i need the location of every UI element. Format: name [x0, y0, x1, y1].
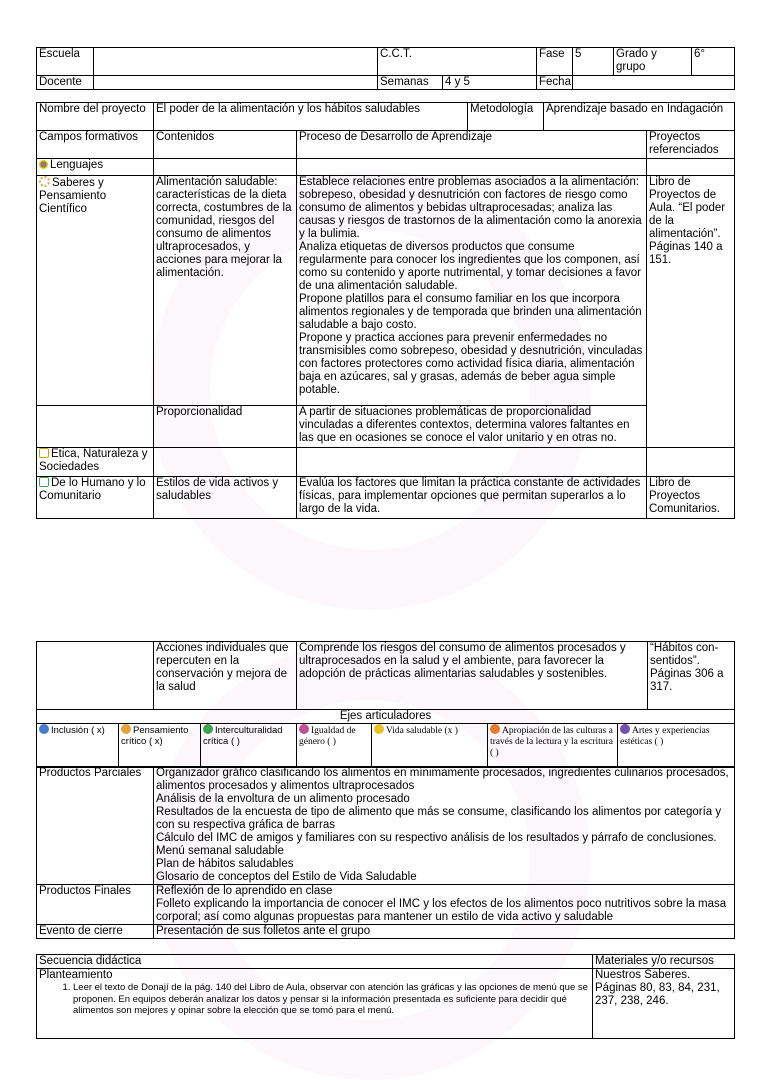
semanas-value: 4 y 5 — [443, 76, 537, 90]
parciales-label: Productos Parciales — [37, 767, 154, 885]
semanas-label: Semanas — [378, 76, 443, 90]
continuation-table — [36, 641, 735, 710]
escuela-field[interactable] — [94, 48, 378, 76]
cont-campo — [37, 642, 154, 710]
eje-pensamiento: Pensamiento crítico ( x) — [119, 724, 201, 768]
inclusion-icon — [39, 724, 49, 734]
cct-label: C.C.T. — [378, 48, 537, 76]
lenguajes-proceso — [297, 159, 647, 176]
cont-proyecto: “Hábitos con-sentidos”. Páginas 306 a 317. — [648, 642, 735, 710]
saberes-proceso-1: Establece relaciones entre problemas asociados a la alimentación: sobrepeso, obesidad y desnutrición con factores de riesgo como consumo de alimentos y bebidas ultraprocesadas; analiza las causas y riesgos de trastornos de la alimentación como la anorexia y la bulimia. Analiza etiquetas de diversos productos que consume regularmente para conocer los ingredientes que los componen, así como su contenido y aporte nutrimental, y tomar decisiones a favor de una alimentación saludable. Propone platillos para el consumo familiar en los que incorpora alimentos regionales y de temporada que brinden una alimentación saludable a bajo costo. Propone y practica acciones para prevenir enfermedades no transmisibles como sobrepeso, obesidad y desnutrición, vinculadas con factores protectores como actividad física diaria, alimentación baja en azúcares, sal y grasas, además de beber agua simple potable. — [297, 176, 647, 406]
saberes-icon — [39, 176, 50, 187]
ejes-table — [36, 709, 735, 768]
docente-field[interactable] — [94, 76, 378, 90]
cont-contenido: Acciones individuales que repercuten en la conservación y mejora de la salud — [154, 642, 297, 710]
materiales-value: Nuestros Saberes. Páginas 80, 83, 84, 231, 237, 238, 246. — [593, 969, 735, 1039]
planteamiento-item-1: 1. Leer el texto de Donají de la pág. 140 del Libro de Aula, observar con atención las gráficas y las opciones de menú que se proponen. En equipos deberán analizar los datos y pensar si la información presentada es suficiente para decidir qué alimentos son mejores y opinar sobre la elección que se tomó para el menú. — [73, 982, 590, 1017]
eje-artes: Artes y experiencias estéticas ( ) — [618, 724, 735, 768]
cont-proceso: Comprende los riesgos del consumo de alimentos procesados y ultraprocesados en la salud y el ambiente, para favorecer la adopción de prácticas alimentarias saludables y sostenibles. — [297, 642, 648, 710]
grado-label: Grado y grupo — [614, 48, 692, 76]
col-contenidos: Contenidos — [154, 131, 297, 159]
cierre-label: Evento de cierre — [37, 925, 154, 939]
etica-contenido — [154, 448, 297, 477]
finales-value: Reflexión de lo aprendido en clase Folleto explicando la importancia de conocer el IMC y los efectos de los alimentos poco nutritivos sobre la masa corporal; así como algunas propuestas para mantener un estilo de vida activo y saludable — [154, 885, 735, 925]
docente-label: Docente — [37, 76, 94, 90]
humano-proyecto: Libro de Proyectos Comunitarios. — [647, 477, 735, 519]
grado-value: 6° — [692, 48, 735, 76]
finales-label: Productos Finales — [37, 885, 154, 925]
planteamiento-list — [39, 982, 590, 1017]
etica-proyecto — [647, 448, 735, 477]
planteamiento-cell — [37, 969, 593, 1039]
etica-icon — [39, 448, 49, 458]
etica-proceso — [297, 448, 647, 477]
fase-label: Fase — [537, 48, 573, 76]
parciales-value: Organizador gráfico clasificando los alimentos en mínimamente procesados, ingredientes culinarios procesados, alimentos procesados y alimentos ultraprocesados Análisis de la envoltura de un alimento procesado Resultados de la encuesta de tipo de alimento que más se consume, clasificando los alimentos por categoría y con su respectiva gráfica de barras Cálculo del IMC de amigos y familiares con su respectivo análisis de los resultados y párrafo de conclusiones. Menú semanal saludable Plan de hábitos saludables Glosario de conceptos del Estilo de Vida Saludable — [154, 767, 735, 885]
productos-table — [36, 766, 735, 939]
campo-etica: Ética, Naturaleza y Sociedades — [37, 448, 154, 477]
eje-vida-saludable: Vida saludable (x ) — [372, 724, 488, 768]
secuencia-title: Secuencia didáctica — [37, 955, 593, 969]
ejes-title: Ejes articuladores — [37, 710, 735, 724]
col-proyectos: Proyectos referenciados — [647, 131, 735, 159]
eje-apropiacion: Apropiación de las culturas a través de la lectura y la escritura ( ) — [488, 724, 618, 768]
saberes-contenido-2: Proporcionalidad — [154, 406, 297, 448]
lenguajes-proyecto — [647, 159, 735, 176]
eje-interculturalidad: Interculturalidad crítica ( ) — [201, 724, 297, 768]
escuela-label: Escuela — [37, 48, 94, 76]
nombre-proyecto-value: El poder de la alimentación y los hábitos saludables — [154, 103, 468, 131]
lenguajes-icon — [39, 160, 48, 169]
apropiacion-culturas-icon — [490, 724, 500, 734]
saberes-proyecto-1: Libro de Proyectos de Aula. “El poder de la alimentación”. Páginas 140 a 151. — [647, 176, 735, 448]
igualdad-genero-icon — [299, 724, 309, 734]
humano-proceso: Evalúa los factores que limitan la práctica constante de actividades físicas, para implementar opciones que permitan superarlos a lo largo de la vida. — [297, 477, 647, 519]
fase-value: 5 — [573, 48, 614, 76]
metodologia-label: Metodología — [468, 103, 544, 131]
interculturalidad-icon — [203, 724, 213, 734]
eje-igualdad: Igualdad de género ( ) — [297, 724, 372, 768]
campo-humano: De lo Humano y lo Comunitario — [37, 477, 154, 519]
header-table — [36, 47, 735, 90]
col-campos: Campos formativos — [37, 131, 154, 159]
planteamiento-label: Planteamiento — [39, 969, 113, 981]
project-table — [36, 102, 735, 519]
humano-contenido: Estilos de vida activos y saludables — [154, 477, 297, 519]
col-proceso: Proceso de Desarrollo de Aprendizaje — [297, 131, 647, 159]
cierre-value: Presentación de sus folletos ante el grupo — [154, 925, 735, 939]
campo-lenguajes: Lenguajes — [37, 159, 154, 176]
humano-icon — [39, 477, 49, 487]
vida-saludable-icon — [374, 724, 384, 734]
saberes-campo-cont — [37, 406, 154, 448]
secuencia-table — [36, 954, 735, 1039]
lenguajes-contenido — [154, 159, 297, 176]
metodologia-value: Aprendizaje basado en Indagación — [544, 103, 735, 131]
saberes-proceso-2: A partir de situaciones problemáticas de proporcionalidad vinculadas a diferentes contextos, determina valores faltantes en las que en ocasiones se conoce el valor unitario y en otras no. — [297, 406, 647, 448]
materiales-label: Materiales y/o recursos — [593, 955, 735, 969]
pensamiento-critico-icon — [121, 724, 131, 734]
fecha-field[interactable] — [573, 76, 735, 90]
eje-inclusion: Inclusión ( x) — [37, 724, 119, 768]
campo-saberes: Saberes y Pensamiento Científico — [37, 176, 154, 406]
artes-icon — [620, 724, 630, 734]
saberes-contenido-1: Alimentación saludable: características de la dieta correcta, costumbres de la comunidad, riesgos del consumo de alimentos ultraprocesados, y acciones para mejorar la alimentación. — [154, 176, 297, 406]
nombre-proyecto-label: Nombre del proyecto — [37, 103, 154, 131]
fecha-label: Fecha — [537, 76, 573, 90]
